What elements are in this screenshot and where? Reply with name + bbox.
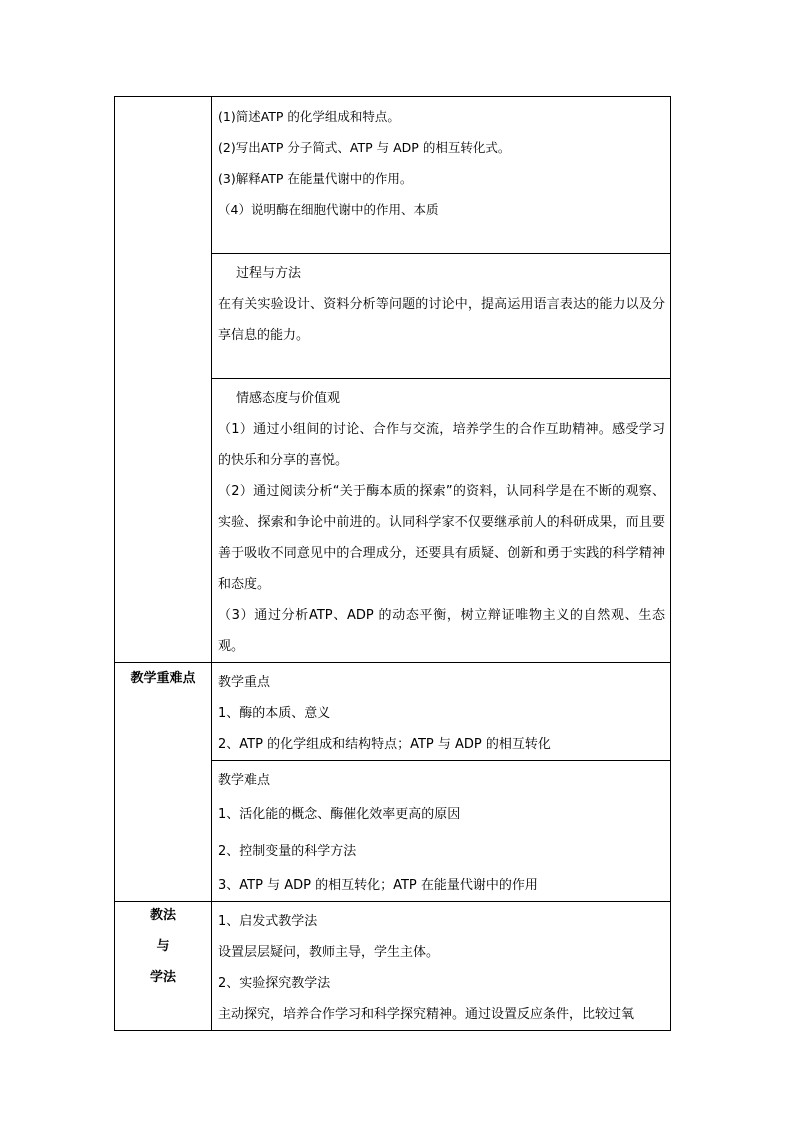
methods-cell (212, 902, 671, 1031)
process-methods-cell (212, 254, 671, 379)
process-methods-heading: 过程与方法 (236, 266, 302, 281)
knowledge-item-1: (1)简述ATP 的化学组成和特点。 (218, 109, 400, 124)
emotion-item-2: （2）通过阅读分析“关于酶本质的探索”的资料，认同科学是在不断的观察、实验、探索和争论中前进的。认同科学家不仅要继承前人的科研成果，而且要善于吸收不同意见中的合理成分，还要具有质疑、创新和勇于实践的科学精神和态度。 (218, 484, 665, 592)
emotion-values-heading: 情感态度与价值观 (236, 391, 341, 406)
objectives-label-cell (115, 97, 212, 663)
difficult-point-item-1: 1、活化能的概念、酶催化效率更高的原因 (218, 807, 461, 822)
key-points-cell (212, 663, 671, 761)
methods-line-1: 1、启发式教学法 (218, 914, 318, 929)
methods-line-4: 主动探究，培养合作学习和科学探究精神。通过设置反应条件，比较过氧 (218, 1007, 635, 1022)
methods-line-3: 2、实验探究教学法 (218, 976, 331, 991)
lesson-plan-table (114, 96, 671, 1031)
key-point-item-2: 2、ATP 的化学组成和结构特点；ATP 与 ADP 的相互转化 (218, 737, 551, 752)
key-points-heading: 教学重点 (218, 675, 271, 690)
methods-label-line-3: 学法 (149, 970, 176, 985)
methods-row (115, 902, 671, 1031)
knowledge-item-2: (2)写出ATP 分子简式、ATP 与 ADP 的相互转化式。 (218, 140, 511, 155)
key-difficult-label-cell (115, 663, 212, 902)
difficult-point-item-2: 2、控制变量的科学方法 (218, 844, 357, 859)
emotion-item-1: （1）通过小组间的讨论、合作与交流，培养学生的合作互助精神。感受学习的快乐和分享的喜悦。 (218, 422, 665, 468)
emotion-values-cell (212, 379, 671, 663)
key-point-item-1: 1、酶的本质、意义 (218, 706, 331, 721)
methods-label-line-1: 教法 (149, 908, 176, 923)
emotion-item-3: （3）通过分析ATP、ADP 的动态平衡，树立辩证唯物主义的自然观、生态观。 (218, 608, 665, 654)
methods-line-2: 设置层层疑问，教师主导，学生主体。 (218, 945, 440, 960)
difficult-point-item-3: 3、ATP 与 ADP 的相互转化；ATP 在能量代谢中的作用 (218, 878, 538, 893)
difficult-points-cell (212, 761, 671, 902)
methods-label-cell (115, 902, 212, 1031)
key-difficult-label: 教学重难点 (130, 671, 196, 686)
methods-label-line-2: 与 (156, 939, 170, 954)
knowledge-item-3: (3)解释ATP 在能量代谢中的作用。 (218, 171, 413, 186)
knowledge-objectives-cell (212, 97, 671, 254)
knowledge-item-4: （4）说明酶在细胞代谢中的作用、本质 (218, 202, 439, 217)
key-points-row (115, 663, 671, 761)
difficult-points-heading: 教学难点 (218, 773, 271, 788)
objectives-row-knowledge (115, 97, 671, 254)
process-methods-text: 在有关实验设计、资料分析等问题的讨论中，提高运用语言表达的能力以及分享信息的能力。 (218, 297, 665, 343)
